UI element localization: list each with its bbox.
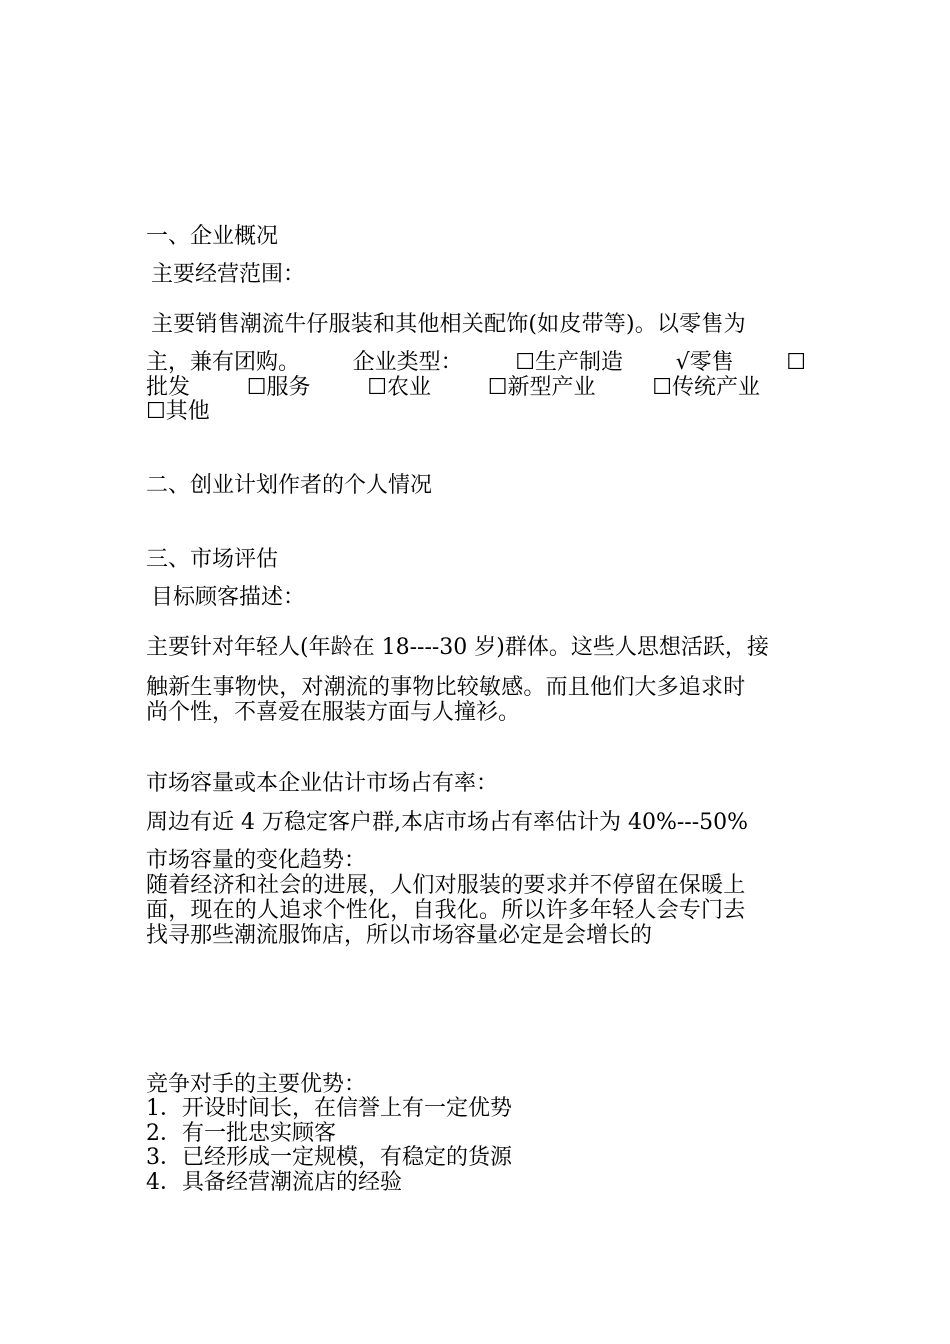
market-trend-line2: 面，现在的人追求个性化，自我化。所以许多年轻人会专门去 [146,898,746,923]
market-capacity-label: 市场容量或本企业估计市场占有率： [146,771,499,796]
market-trend-label: 市场容量的变化趋势： [146,848,367,873]
list-item: 3．已经形成一定规模，有稳定的货源 [146,1145,512,1170]
list-item: 4．具备经营潮流店的经验 [146,1170,402,1195]
section1-heading: 一、企业概况 [146,224,279,249]
market-trend-line3: 找寻那些潮流服饰店，所以市场容量必定是会增长的 [146,923,653,948]
type-option-traditional-industry: ☐传统产业 [652,375,760,400]
market-trend-line1: 随着经济和社会的进展，人们对服装的要求并不停留在保暖上 [146,873,746,898]
list-item: 1．开设时间长，在信誉上有一定优势 [146,1096,512,1121]
checkbox-empty-icon: ☐ [367,375,387,400]
target-customer-line1: 主要针对年轻人(年龄在 18----30 岁)群体。这些人思想活跃，接 [146,635,769,660]
type-option-wholesale-label: 批发 [146,375,191,400]
scope-text-line2: 主，兼有团购。 [146,350,301,375]
business-type-line1 [146,350,806,375]
type-option-manufacturing: ☐生产制造 [515,350,623,375]
type-option-wholesale-box [786,350,806,375]
type-option-service: ☐服务 [246,375,311,400]
checkbox-empty-icon: ☐ [146,399,166,424]
business-type-label: 企业类型： [352,350,463,375]
type-option-agriculture: ☐农业 [367,375,431,400]
scope-text-line1: 主要销售潮流牛仔服装和其他相关配饰(如皮带等)。以零售为 [151,312,746,337]
section2-heading: 二、创业计划作者的个人情况 [146,473,433,498]
market-capacity-text: 周边有近 4 万稳定客户群,本店市场占有率估计为 40%---50% [146,810,749,835]
type-option-other: ☐其他 [146,399,210,424]
checkbox-empty-icon: ☐ [515,350,535,375]
business-type-line2 [146,375,806,400]
scope-label: 主要经营范围： [151,262,306,287]
list-item: 2．有一批忠实顾客 [146,1121,336,1146]
checkmark-icon: √ [675,350,690,375]
target-customer-line3: 尚个性，不喜爱在服装方面与人撞衫。 [146,700,521,725]
checkbox-empty-icon: ☐ [652,375,672,400]
competitor-advantages-label: 竞争对手的主要优势： [146,1072,367,1097]
checkbox-empty-icon: ☐ [246,375,267,400]
type-option-new-industry: ☐新型产业 [487,375,596,400]
target-customer-label: 目标顾客描述： [151,585,306,610]
section3-heading: 三、市场评估 [146,547,279,572]
type-option-retail: √零售 [675,350,734,375]
target-customer-line2: 触新生事物快，对潮流的事物比较敏感。而且他们大多追求时 [146,675,746,700]
checkbox-empty-icon: ☐ [786,350,806,375]
checkbox-empty-icon: ☐ [487,375,508,400]
